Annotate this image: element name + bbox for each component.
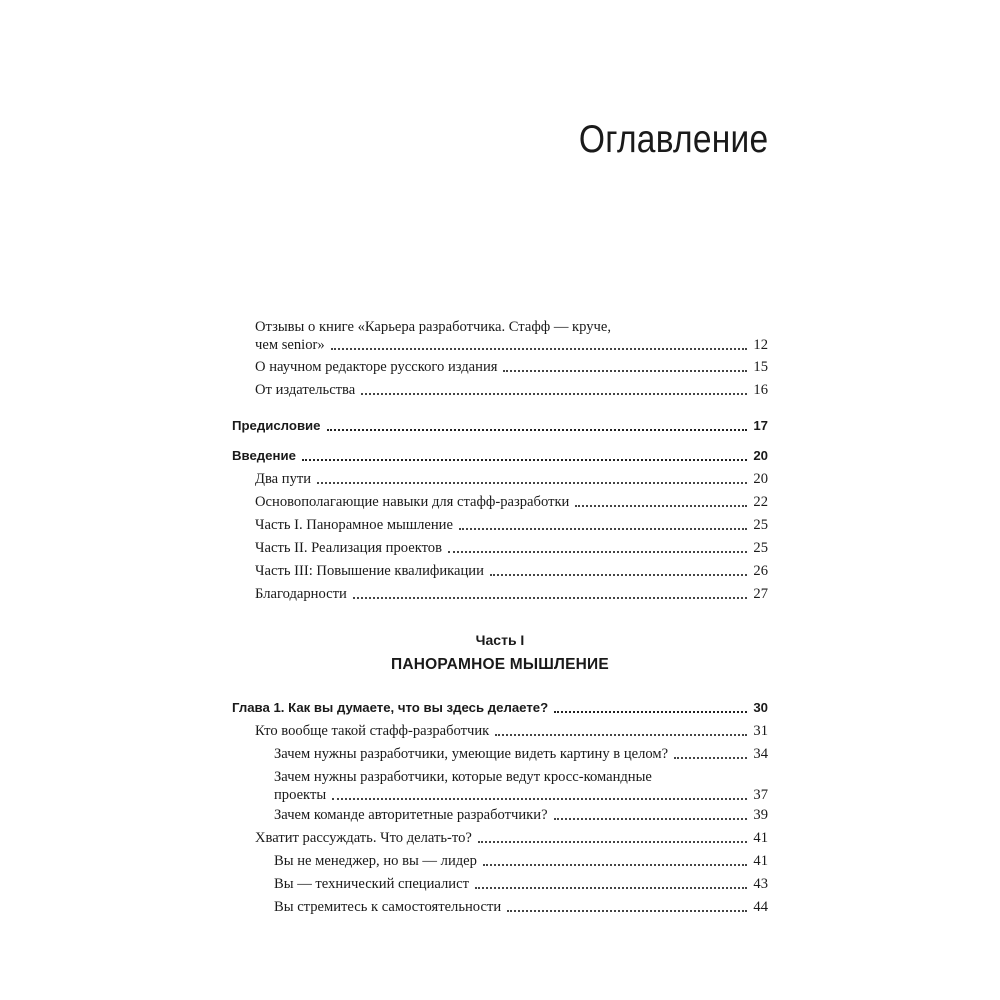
toc-entry-title: От издательства [255,382,356,398]
toc-entry-page: 25 [753,540,768,556]
dot-leader [332,798,747,800]
toc-entry-preface[interactable] [232,417,768,435]
dot-leader [327,429,748,431]
toc-entry-page: 30 [753,700,768,715]
dot-leader [575,505,747,507]
dot-leader [302,459,747,461]
dot-leader [490,574,747,576]
toc-entry[interactable] [255,493,768,511]
toc-entry[interactable] [274,745,768,763]
toc-entry-title-cont: чем senior» [255,337,325,353]
dot-leader [331,348,748,350]
toc-entry-title: Часть III: Повышение квалификации [255,563,484,579]
toc-entry-page: 27 [753,586,768,602]
toc-entry[interactable] [274,875,768,893]
toc-entry[interactable] [274,898,768,916]
dot-leader [353,597,748,599]
dot-leader [495,734,747,736]
toc-entry[interactable] [255,585,768,603]
toc-entry-title: Кто вообще такой стафф-разработчик [255,723,490,739]
toc-entry-title: Введение [232,448,296,463]
toc-entry-title: Зачем нужны разработчики, умеющие видеть картину в целом? [274,746,669,762]
toc-entry-page: 41 [753,853,768,869]
dot-leader [317,482,747,484]
dot-leader [554,818,748,820]
dot-leader [478,841,748,843]
toc-entry[interactable] [255,829,768,847]
toc-entry-title: О научном редакторе русского издания [255,359,498,375]
dot-leader [459,528,747,530]
toc-entry-page: 15 [753,359,768,375]
dot-leader [483,864,747,866]
toc-entry-page: 20 [753,448,768,463]
toc-entry-reviews[interactable] [255,318,768,354]
toc-entry[interactable] [255,516,768,534]
dot-leader [448,551,747,553]
toc-entry[interactable] [274,768,768,804]
part-title: ПАНОРАМНОЕ МЫШЛЕНИЕ [391,656,609,673]
toc-entry-page: 34 [753,746,768,762]
toc-entry-title: Вы не менеджер, но вы — лидер [274,853,477,869]
toc-entry[interactable] [255,722,768,740]
part-label: Часть I [475,632,525,648]
toc-entry[interactable] [255,470,768,488]
dot-leader [507,910,747,912]
toc-entry-publisher[interactable] [255,381,768,399]
toc-entry-page: 44 [753,899,768,915]
toc-entry-title: Отзывы о книге «Карьера разработчика. Стафф — круче, [255,319,612,335]
dot-leader [503,370,747,372]
toc-entry-page: 25 [753,517,768,533]
toc-entry-title: Зачем команде авторитетные разработчики? [274,807,548,823]
toc-entry-page: 20 [753,471,768,487]
toc-entry-chapter-1[interactable] [232,699,768,717]
toc-entry-title: Предисловие [232,418,321,433]
toc-entry-title: Часть I. Панорамное мышление [255,517,453,533]
toc-entry-page: 16 [753,382,768,398]
toc-entry-page: 43 [753,876,768,892]
toc-entry-title: Зачем нужны разработчики, которые ведут кросс-командные [274,769,652,785]
toc-entry-page: 26 [753,563,768,579]
toc-entry-science-editor[interactable] [255,358,768,376]
dot-leader [554,711,747,713]
toc-entry[interactable] [255,562,768,580]
toc-entry-title: Хватит рассуждать. Что делать-то? [255,830,472,846]
toc-entry-title: Вы стремитесь к самостоятельности [274,899,502,915]
toc-entry-title: Глава 1. Как вы думаете, что вы здесь делаете? [232,700,549,715]
toc-entry-page: 31 [753,723,768,739]
toc-entry-page: 22 [753,494,768,510]
toc-entry-title-cont: проекты [274,787,327,803]
toc-entry-title: Основополагающие навыки для стафф-разработки [255,494,570,510]
dot-leader [361,393,747,395]
dot-leader [674,757,747,759]
toc-entry-title: Благодарности [255,586,347,602]
toc-entry-intro[interactable] [232,447,768,465]
toc-entry-title: Вы — технический специалист [274,876,469,892]
toc-entry-page: 41 [753,830,768,846]
toc-entry[interactable] [255,539,768,557]
toc-entry[interactable] [274,806,768,824]
toc-entry-title: Часть II. Реализация проектов [255,540,442,556]
page-title: Оглавление [578,118,768,161]
toc-entry-page: 17 [753,418,768,433]
dot-leader [475,887,747,889]
toc-entry-page: 37 [753,787,768,803]
toc-entry-title: Два пути [255,471,312,487]
toc-entry[interactable] [274,852,768,870]
toc-entry-page: 39 [753,807,768,823]
toc-entry-page: 12 [753,337,768,353]
